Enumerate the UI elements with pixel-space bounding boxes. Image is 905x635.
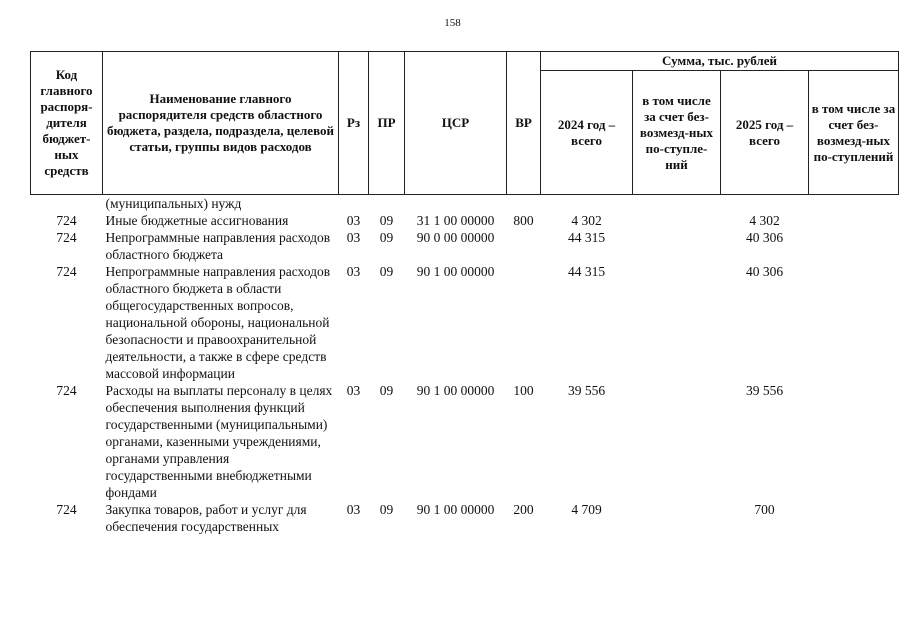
cell-2024-total <box>541 195 633 213</box>
cell-2025-free <box>809 195 899 213</box>
cell-2024-free <box>633 212 721 229</box>
cell-2025-total <box>721 195 809 213</box>
header-code: Код главного распоря-дителя бюджет-ных средств <box>31 52 103 195</box>
cell-rz: 03 <box>346 383 361 398</box>
cell-2025-total: 4 302 <box>749 213 780 228</box>
cell-name: Непрограммные направления расходов областного бюджета <box>105 230 331 262</box>
cell-pr: 09 <box>379 213 394 228</box>
cell-vr: 200 <box>513 502 534 517</box>
cell-pr: 09 <box>379 502 394 517</box>
header-pr: ПР <box>369 52 405 195</box>
cell-rz: 03 <box>346 213 361 228</box>
table-header <box>31 52 899 195</box>
cell-csr: 90 1 00 00000 <box>416 383 495 398</box>
cell-2025-total: 40 306 <box>745 230 784 245</box>
cell-name: Иные бюджетные ассигнования <box>105 213 289 228</box>
cell-2024-total: 44 315 <box>567 264 606 279</box>
cell-name: (муниципальных) нужд <box>105 196 242 211</box>
table-row <box>31 195 899 213</box>
cell-2025-total: 39 556 <box>745 383 784 398</box>
table-row <box>31 382 899 501</box>
cell-2024-free <box>633 382 721 501</box>
header-2024-free: в том числе за счет без-возмезд-ных по-ступле-ний <box>633 71 721 195</box>
cell-code: 724 <box>56 383 77 398</box>
cell-rz: 03 <box>346 264 361 279</box>
cell-2024-free <box>633 501 721 535</box>
cell-2025-free <box>809 229 899 263</box>
header-vr: ВР <box>507 52 541 195</box>
cell-2025-free <box>809 501 899 535</box>
header-2025-total: 2025 год – всего <box>721 71 809 195</box>
cell-pr: 09 <box>379 230 394 245</box>
cell-csr: 31 1 00 00000 <box>416 213 495 228</box>
cell-2024-total: 44 315 <box>567 230 606 245</box>
cell-code: 724 <box>56 502 77 517</box>
cell-name: Расходы на выплаты персоналу в целях обеспечения выполнения функций государственными (муниципальными) органами, казенными учреждениями, органами управления государственными внебюджетными фондами <box>105 383 333 500</box>
cell-2025-total: 700 <box>754 502 775 517</box>
table-row <box>31 229 899 263</box>
cell-2025-free <box>809 212 899 229</box>
cell-pr: 09 <box>379 383 394 398</box>
cell-pr <box>369 195 405 213</box>
cell-code: 724 <box>56 213 77 228</box>
cell-2025-free <box>809 263 899 382</box>
cell-2025-free <box>809 382 899 501</box>
cell-2024-total: 39 556 <box>567 383 606 398</box>
cell-code: 724 <box>56 230 77 245</box>
cell-name: Непрограммные направления расходов областного бюджета в области общегосударственных вопросов, национальной обороны, национальной безопасности и правоохранительной деятельности, а также в сфере средств массовой информации <box>105 264 331 381</box>
cell-vr <box>507 263 541 382</box>
page-number: 158 <box>444 17 461 29</box>
cell-vr: 800 <box>513 213 534 228</box>
cell-csr: 90 1 00 00000 <box>416 264 495 279</box>
header-rz: Рз <box>339 52 369 195</box>
cell-csr <box>405 195 507 213</box>
cell-vr: 100 <box>513 383 534 398</box>
header-2025-free: в том числе за счет без-возмезд-ных по-ступлений <box>809 71 899 195</box>
cell-2025-total: 40 306 <box>745 264 784 279</box>
table-row <box>31 501 899 535</box>
cell-vr <box>507 229 541 263</box>
cell-code: 724 <box>56 264 77 279</box>
cell-2024-free <box>633 195 721 213</box>
cell-2024-free <box>633 229 721 263</box>
budget-table <box>30 51 899 535</box>
cell-vr <box>507 195 541 213</box>
cell-csr: 90 1 00 00000 <box>416 502 495 517</box>
cell-rz: 03 <box>346 502 361 517</box>
cell-2024-total: 4 302 <box>571 213 602 228</box>
cell-name: Закупка товаров, работ и услуг для обеспечения государственных <box>105 502 307 534</box>
header-sum: Сумма, тыс. рублей <box>541 52 899 71</box>
cell-pr: 09 <box>379 264 394 279</box>
table-body <box>31 195 899 536</box>
cell-rz: 03 <box>346 230 361 245</box>
table-row <box>31 212 899 229</box>
cell-code <box>31 195 103 213</box>
header-name: Наименование главного распорядителя средств областного бюджета, раздела, подраздела, целевой статьи, группы видов расходов <box>103 52 339 195</box>
table-row <box>31 263 899 382</box>
cell-csr: 90 0 00 00000 <box>416 230 495 245</box>
cell-2024-total: 4 709 <box>571 502 602 517</box>
header-csr: ЦСР <box>405 52 507 195</box>
cell-2024-free <box>633 263 721 382</box>
cell-rz <box>339 195 369 213</box>
header-2024-total: 2024 год – всего <box>541 71 633 195</box>
